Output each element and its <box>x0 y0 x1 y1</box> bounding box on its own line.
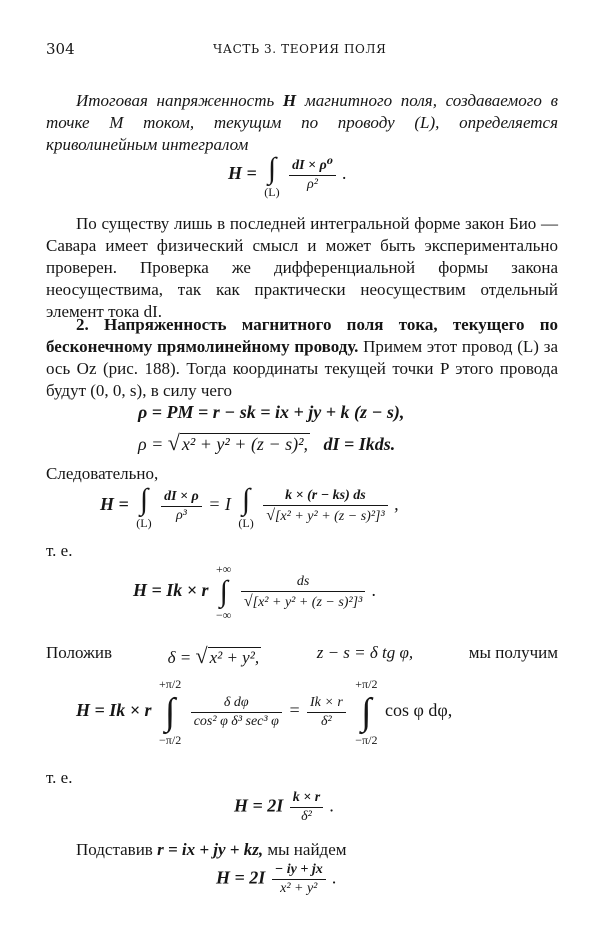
eq3-tail: , <box>394 494 399 515</box>
eq1-tail: . <box>342 163 347 184</box>
intro-paragraph <box>46 90 558 156</box>
substitution-line <box>46 643 558 669</box>
eq5-eq-sign: = <box>288 700 301 721</box>
equation-H-final <box>216 862 337 897</box>
biot-savart-paragraph: По существу лишь в последней интегральной форме закон Био — Савара имеет физический смысл и может быть экспериментально проверен. Проверка же дифференциальной формы закона неосуществима, так как практически неосуществим отдельный элемент тока dI. <box>46 214 558 321</box>
sqrt-sign: √ <box>167 430 180 455</box>
integral-sign: ∫ <box>219 575 228 608</box>
label-that-is-1: т. е. <box>46 541 73 560</box>
subst-delta <box>168 643 261 669</box>
eq3-den2: [x² + y² + (z − s)²]³ <box>274 508 385 524</box>
eq2-radicand: x² + y² + (z − s)², <box>181 434 308 454</box>
final-before: Подставив <box>76 840 153 859</box>
equation-biot-savart-integral <box>228 152 347 198</box>
eq6-den: δ² <box>290 807 323 825</box>
integral-sign: ∫ <box>361 691 372 733</box>
eq5-fraction-2 <box>307 695 346 730</box>
subst-word-after: мы получим <box>468 643 558 662</box>
final-formula: r = ix + jy + kz, <box>157 840 264 859</box>
eq1-fraction <box>289 157 336 193</box>
section-2-paragraph <box>46 314 558 402</box>
eq3-int2-bottom: (L) <box>238 516 254 530</box>
eq6-num: k × r <box>292 790 321 805</box>
eq7-den: x² + y² <box>272 879 326 897</box>
subst-z-eq: z − s = δ tg φ, <box>316 643 414 662</box>
eq6-lhs: H = 2I <box>234 795 284 816</box>
eq6-fraction <box>290 790 323 825</box>
equation-rho-modulus <box>138 430 395 456</box>
subst-delta-radicand: x² + y², <box>209 648 260 667</box>
eq6-tail: . <box>329 795 335 816</box>
label-that-is-2: т. е. <box>46 768 73 787</box>
eq4-tail: . <box>371 580 377 601</box>
eq2-line1: ρ = PM = r − sk = ix + jy + k (z − s), <box>138 402 405 422</box>
eq3-lhs: H = <box>100 494 129 515</box>
eq5-den2: δ² <box>307 712 346 730</box>
section-2-heading: 2. Напряженность магнитного поля тока, текущего по бесконечному прямолинейному проводу. <box>46 315 558 356</box>
eq5-integrand-2: cos φ dφ, <box>384 700 453 721</box>
running-title: ЧАСТЬ 3. ТЕОРИЯ ПОЛЯ <box>213 42 387 56</box>
subst-delta-eq: δ = <box>167 648 192 667</box>
eq4-int-bottom: −∞ <box>216 608 232 622</box>
eq5-lhs: H = Ik × r <box>76 700 152 721</box>
eq5-int2-bottom: −π/2 <box>355 733 378 747</box>
eq3-integral-2 <box>238 483 253 529</box>
eq2-line2-left: ρ = <box>138 434 164 454</box>
integral-sign: ∫ <box>164 691 176 733</box>
eq3-integral-1 <box>136 483 151 529</box>
final-sentence <box>76 840 347 860</box>
intro-text-2: магнитного поля, создаваемого в точке M током, текущим по проводу (L), определяется криволинейным интегралом <box>46 91 558 154</box>
eq5-num1: δ dφ <box>223 694 249 710</box>
eq4-fraction <box>241 574 365 611</box>
eq3-num1: dI × ρ <box>164 488 199 504</box>
sqrt-sign: √ <box>195 643 208 668</box>
eq3-num2: k × (r − ks) ds <box>285 487 366 503</box>
eq5-int-bottom: −π/2 <box>159 733 182 747</box>
eq2-line2-right: dI = Ikds. <box>323 434 396 454</box>
eq3-int1-bottom: (L) <box>136 516 152 530</box>
equation-H-phi <box>76 678 452 746</box>
eq4-den-wrap <box>241 591 365 611</box>
eq5-int-top: +π/2 <box>159 677 182 691</box>
eq3-fraction-1 <box>161 489 202 524</box>
eq5-integral-1 <box>159 678 181 746</box>
equation-rho-vector <box>138 402 404 423</box>
final-after: мы найдем <box>267 840 347 859</box>
eq5-fraction-1 <box>191 695 282 730</box>
subst-word-before: Положив <box>46 643 112 662</box>
eq4-int-top: +∞ <box>216 562 232 576</box>
eq3-den2-wrap <box>263 505 387 525</box>
eq4-integral <box>216 563 231 621</box>
eq3-fraction-2 <box>263 488 387 525</box>
eq1-lhs: H = <box>228 163 257 184</box>
eq7-fraction <box>272 862 326 897</box>
eq5-integral-2 <box>355 678 377 746</box>
eq7-tail: . <box>332 867 337 888</box>
eq1-denominator: ρ² <box>289 175 336 193</box>
eq5-int2-top: +π/2 <box>355 677 378 691</box>
eq1-integral <box>264 152 279 198</box>
eq4-num: ds <box>296 573 310 589</box>
sqrt-sign: √ <box>266 506 275 524</box>
integral-sign: ∫ <box>241 483 251 516</box>
equation-H-integral <box>100 483 399 529</box>
eq5-den1: cos² φ δ³ sec³ φ <box>191 712 282 730</box>
eq7-lhs: H = 2I <box>216 867 266 888</box>
section-2-text: Примем этот провод (L) за ось Oz (рис. 188). Тогда координаты текущей точки P этого провода будут (0, 0, s), в силу чего <box>46 337 558 400</box>
eq1-numerator: dI × ρ⁰ <box>292 158 333 173</box>
eq5-num2: Ik × r <box>310 694 343 710</box>
eq4-den: [x² + y² + (z − s)²]³ <box>252 594 363 610</box>
eq7-num: − iy + jx <box>274 862 323 877</box>
equation-H-infinite <box>133 563 376 621</box>
page-number: 304 <box>46 40 75 58</box>
eq3-mid: = I <box>208 494 231 515</box>
eq1-integral-bottom: (L) <box>264 185 280 199</box>
label-consequently: Следовательно, <box>46 464 159 483</box>
intro-h-symbol: H <box>282 91 297 110</box>
equation-H-result <box>234 790 334 825</box>
integral-sign: ∫ <box>267 152 277 185</box>
sqrt-sign: √ <box>243 592 253 610</box>
eq4-lhs: H = Ik × r <box>133 580 209 601</box>
intro-text-1: Итоговая напряженность <box>76 91 283 110</box>
eq3-den1: ρ³ <box>161 506 202 524</box>
integral-sign: ∫ <box>139 483 149 516</box>
